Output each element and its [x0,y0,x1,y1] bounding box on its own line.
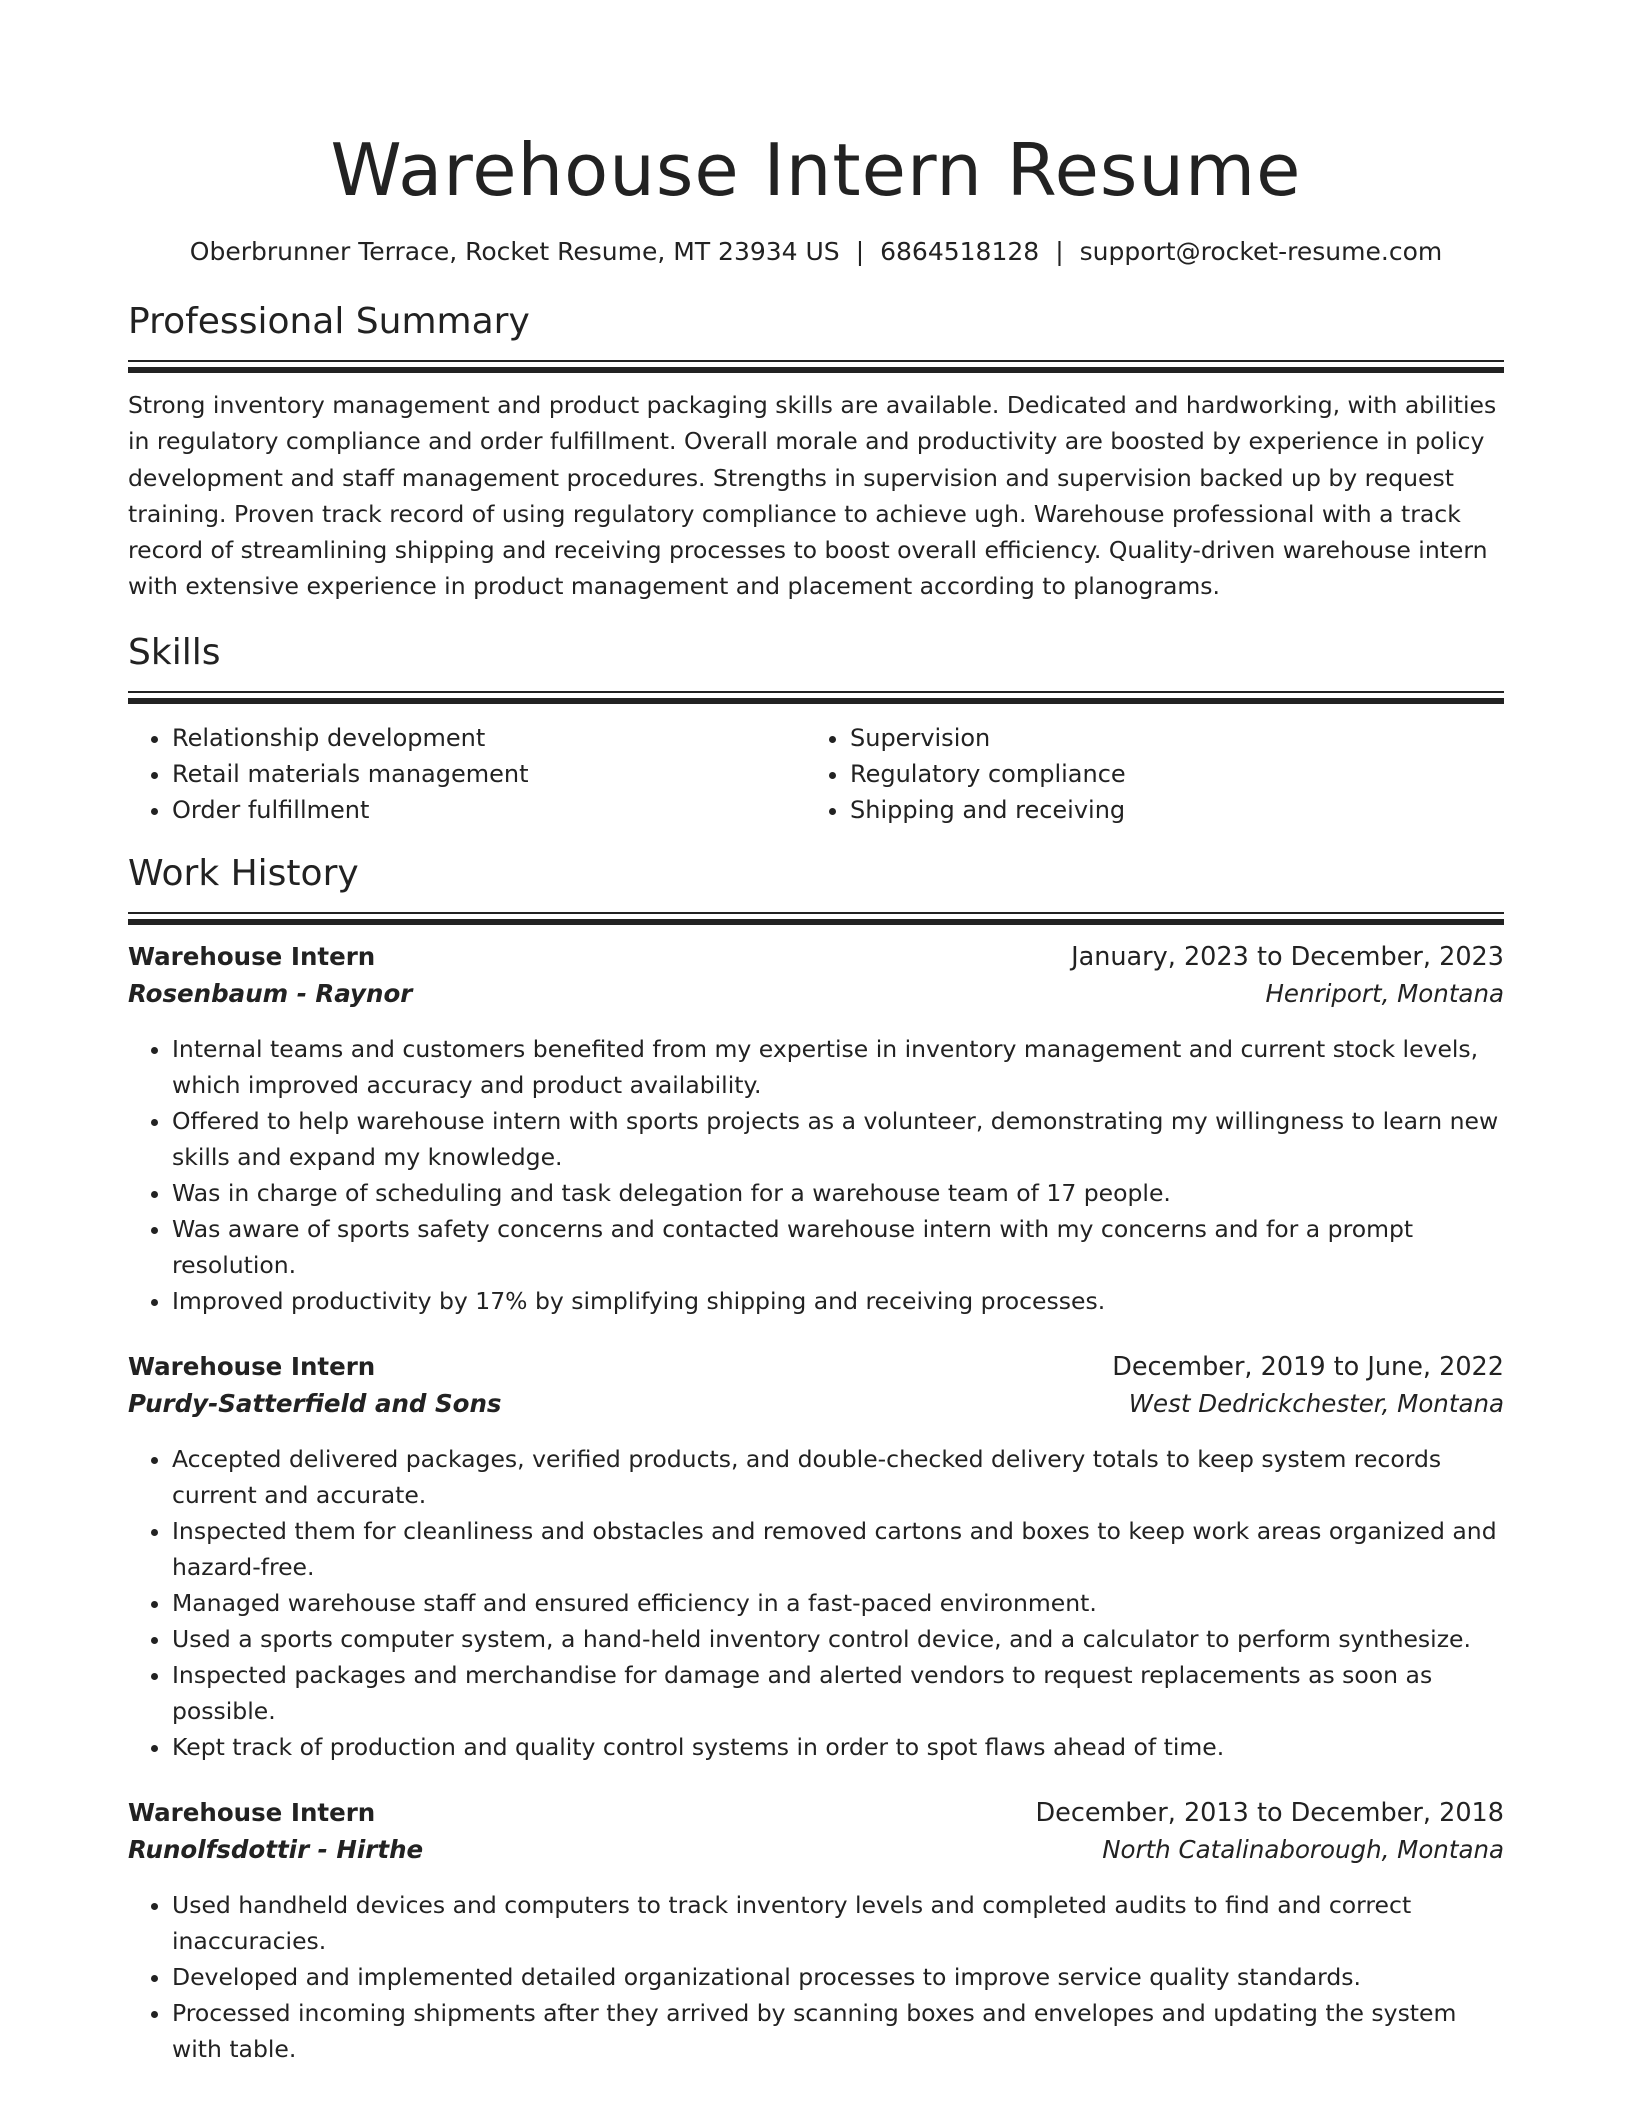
job-location: North Catalinaborough, Montana [1102,1834,1504,1864]
section-divider [128,360,1504,373]
job-location: West Dedrickchester, Montana [1128,1388,1504,1418]
job-title: Warehouse Intern [128,1351,376,1381]
job-title: Warehouse Intern [128,1797,376,1827]
separator: | [855,237,865,266]
duty-item: • Developed and implemented detailed organizational processes to improve service quality standards. [172,1959,1504,1995]
phone-text: 6864518128 [880,237,1040,266]
duty-item: • Accepted delivered packages, verified products, and double-checked delivery totals to keep system records current and accurate. [172,1441,1504,1513]
duty-item: • Internal teams and customers benefited from my expertise in inventory management and current stock levels, which improved accuracy and product availability. [172,1031,1504,1103]
duty-item: • Improved productivity by 17% by simplifying shipping and receiving processes. [172,1283,1504,1319]
resume-page [128,0,1504,2067]
job-entry [128,1795,1504,2067]
email-text: support@rocket-resume.com [1079,237,1443,266]
duty-item: • Processed incoming shipments after they arrived by scanning boxes and envelopes and updating the system with table. [172,1995,1504,2067]
skill-item: • Regulatory compliance [850,756,1484,792]
duty-item: • Kept track of production and quality control systems in order to spot flaws ahead of time. [172,1729,1504,1765]
job-entry [128,1349,1504,1765]
job-company: Runolfsdottir - Hirthe [128,1834,424,1864]
skills-list [128,720,1504,828]
job-entry [128,939,1504,1319]
job-company: Purdy-Satterfield and Sons [128,1388,502,1418]
job-dates: December, 2019 to June, 2022 [1112,1351,1504,1382]
skills-section [128,629,1504,828]
skills-column-right [806,720,1484,828]
duty-item: • Used a sports computer system, a hand-held inventory control device, and a calculator to perform synthesize. [172,1621,1504,1657]
duty-item: • Offered to help warehouse intern with sports projects as a volunteer, demonstrating my willingness to learn new skills and expand my knowledge. [172,1103,1504,1175]
page-title: Warehouse Intern Resume [330,128,1302,212]
duties-list [128,1887,1504,2067]
work-history-heading: Work History [128,852,359,894]
section-divider [128,691,1504,704]
separator: | [1055,237,1064,266]
skill-item: • Shipping and receiving [850,792,1484,828]
job-location: Henriport, Montana [1265,978,1504,1008]
summary-section [128,298,1504,605]
duty-item: • Was aware of sports safety concerns and contacted warehouse intern with my concerns and for a prompt resolution. [172,1211,1504,1283]
duties-list [128,1031,1504,1319]
job-title: Warehouse Intern [128,941,376,971]
summary-heading: Professional Summary [128,301,530,342]
section-divider [128,912,1504,925]
skill-item: • Relationship development [172,720,806,756]
duty-item: • Managed warehouse staff and ensured efficiency in a fast-paced environment. [172,1585,1504,1621]
duty-item: • Used handheld devices and computers to track inventory levels and completed audits to find and correct inaccuracies. [172,1887,1504,1959]
skill-item: • Order fulfillment [172,792,806,828]
contact-line [128,236,1504,268]
job-dates: December, 2013 to December, 2018 [1035,1797,1504,1828]
duty-item: • Was in charge of scheduling and task delegation for a warehouse team of 17 people. [172,1175,1504,1211]
job-company: Rosenbaum - Raynor [128,978,413,1008]
skill-item: • Retail materials management [172,756,806,792]
skills-heading: Skills [128,631,221,673]
duty-item: • Inspected them for cleanliness and obstacles and removed cartons and boxes to keep work areas organized and hazard-free. [172,1513,1504,1585]
duties-list [128,1441,1504,1765]
skills-column-left [128,720,806,828]
job-dates: January, 2023 to December, 2023 [1071,941,1504,972]
duty-item: • Inspected packages and merchandise for damage and alerted vendors to request replacements as soon as possible. [172,1657,1504,1729]
work-history-section [128,850,1504,2067]
address-text: Oberbrunner Terrace, Rocket Resume, MT 23934 US [189,237,840,266]
summary-text: Strong inventory management and product packaging skills are available. Dedicated and hardworking, with abilities in regulatory compliance and order fulfillment. Overall morale and productivity are boosted by experience in policy development and staff management procedures. Strengths in supervision and supervision backed up by request training. Proven track record of using regulatory compliance to achieve ugh. Warehouse professional with a track record of streamlining shipping and receiving processes to boost overall efficiency. Quality-driven warehouse intern with extensive experience in product management and placement according to planograms. [128,391,1497,601]
skill-item: • Supervision [850,720,1484,756]
